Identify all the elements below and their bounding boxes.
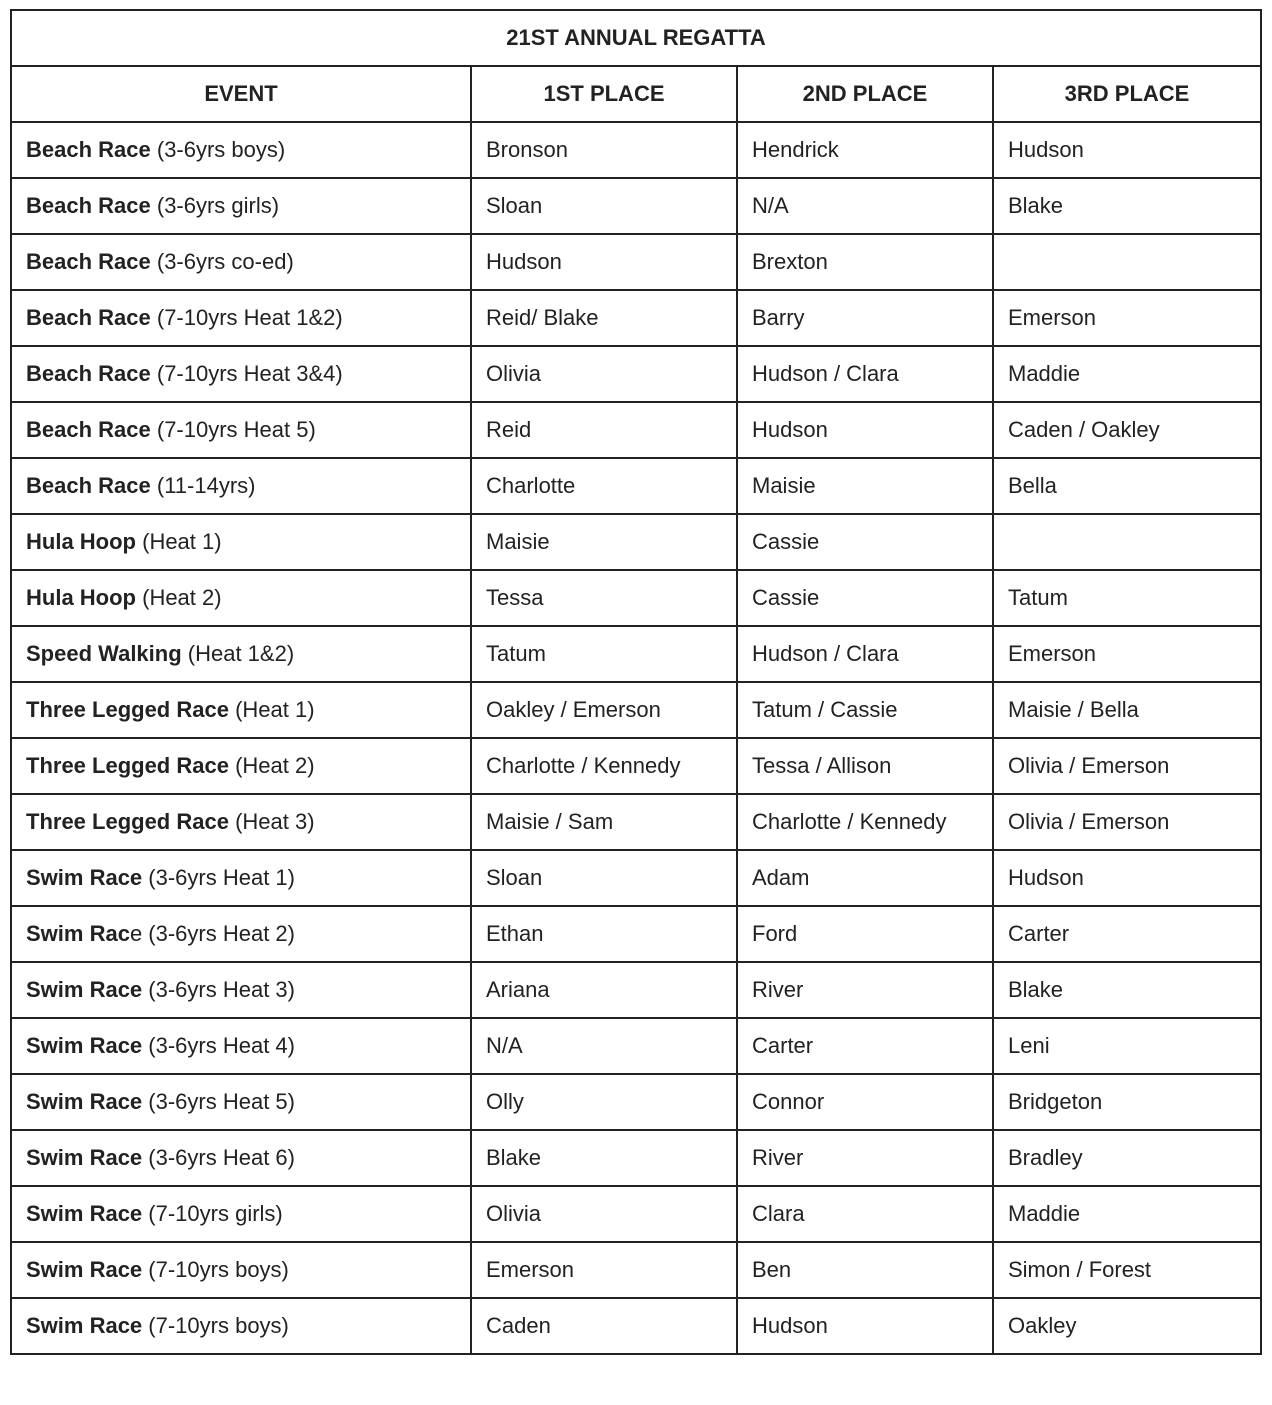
event-detail: (7-10yrs Heat 5) [150, 417, 316, 442]
second-place-cell: N/A [737, 178, 993, 234]
first-place-cell: Reid/ Blake [471, 290, 737, 346]
second-place-cell: Cassie [737, 570, 993, 626]
second-place-cell: Hudson [737, 1298, 993, 1354]
second-place-cell: Cassie [737, 514, 993, 570]
results-sheet [10, 9, 1262, 1355]
event-detail: (7-10yrs Heat 3&4) [150, 361, 343, 386]
second-place-cell: Brexton [737, 234, 993, 290]
third-place-cell: Maddie [993, 346, 1261, 402]
third-place-cell: Emerson [993, 290, 1261, 346]
second-place-cell: Hudson / Clara [737, 346, 993, 402]
table-row [11, 178, 1261, 234]
first-place-cell: Sloan [471, 178, 737, 234]
third-place-cell: Hudson [993, 122, 1261, 178]
table-row [11, 682, 1261, 738]
table-row [11, 402, 1261, 458]
event-name: Beach Race [26, 361, 151, 386]
second-place-cell: Barry [737, 290, 993, 346]
event-detail: (7-10yrs girls) [142, 1201, 283, 1226]
event-cell [11, 1186, 471, 1242]
column-header-first-place: 1ST PLACE [471, 66, 737, 122]
event-cell [11, 346, 471, 402]
third-place-cell: Bella [993, 458, 1261, 514]
event-cell [11, 1242, 471, 1298]
third-place-cell: Maddie [993, 1186, 1261, 1242]
first-place-cell: Maisie [471, 514, 737, 570]
second-place-cell: Ford [737, 906, 993, 962]
third-place-cell: Olivia / Emerson [993, 794, 1261, 850]
event-name: Swim Rac [26, 921, 130, 946]
event-detail: (11-14yrs) [150, 473, 256, 498]
third-place-cell: Olivia / Emerson [993, 738, 1261, 794]
table-row [11, 1186, 1261, 1242]
second-place-cell: Clara [737, 1186, 993, 1242]
table-row [11, 1018, 1261, 1074]
event-name: Beach Race [26, 193, 151, 218]
event-detail: (7-10yrs boys) [142, 1313, 289, 1338]
event-cell [11, 850, 471, 906]
event-detail: (3-6yrs Heat 5) [142, 1089, 295, 1114]
third-place-cell: Leni [993, 1018, 1261, 1074]
table-row [11, 850, 1261, 906]
event-cell [11, 402, 471, 458]
first-place-cell: Bronson [471, 122, 737, 178]
third-place-cell: Blake [993, 178, 1261, 234]
table-row [11, 458, 1261, 514]
second-place-cell: Adam [737, 850, 993, 906]
first-place-cell: Olivia [471, 346, 737, 402]
table-row [11, 514, 1261, 570]
event-cell [11, 962, 471, 1018]
first-place-cell: Ariana [471, 962, 737, 1018]
event-name: Beach Race [26, 473, 151, 498]
first-place-cell: Olivia [471, 1186, 737, 1242]
event-name: Speed Walking [26, 641, 182, 666]
event-detail: (Heat 1) [228, 697, 315, 722]
event-cell [11, 570, 471, 626]
third-place-cell: Caden / Oakley [993, 402, 1261, 458]
second-place-cell: Charlotte / Kennedy [737, 794, 993, 850]
first-place-cell: Caden [471, 1298, 737, 1354]
event-detail: e (3-6yrs Heat 2) [129, 921, 295, 946]
first-place-cell: Emerson [471, 1242, 737, 1298]
second-place-cell: Tatum / Cassie [737, 682, 993, 738]
regatta-results-table [10, 9, 1262, 1355]
first-place-cell: N/A [471, 1018, 737, 1074]
second-place-cell: Tessa / Allison [737, 738, 993, 794]
results-body [11, 122, 1261, 1354]
second-place-cell: Hendrick [737, 122, 993, 178]
event-detail: (3-6yrs Heat 3) [142, 977, 295, 1002]
first-place-cell: Sloan [471, 850, 737, 906]
event-name: Three Legged Race [26, 753, 229, 778]
third-place-cell: Blake [993, 962, 1261, 1018]
table-row [11, 906, 1261, 962]
event-detail: (Heat 2) [228, 753, 315, 778]
event-detail: (Heat 3) [228, 809, 315, 834]
event-detail: (7-10yrs boys) [142, 1257, 289, 1282]
first-place-cell: Blake [471, 1130, 737, 1186]
table-row [11, 570, 1261, 626]
table-row [11, 346, 1261, 402]
second-place-cell: Hudson [737, 402, 993, 458]
first-place-cell: Maisie / Sam [471, 794, 737, 850]
first-place-cell: Oakley / Emerson [471, 682, 737, 738]
third-place-cell: Emerson [993, 626, 1261, 682]
event-detail: (3-6yrs Heat 4) [142, 1033, 295, 1058]
column-header-second-place: 2ND PLACE [737, 66, 993, 122]
event-cell [11, 626, 471, 682]
table-row [11, 1298, 1261, 1354]
event-cell [11, 514, 471, 570]
table-row [11, 1074, 1261, 1130]
event-detail: (Heat 1) [136, 529, 222, 554]
event-name: Swim Race [26, 865, 143, 890]
second-place-cell: Connor [737, 1074, 993, 1130]
third-place-cell: Hudson [993, 850, 1261, 906]
third-place-cell: Maisie / Bella [993, 682, 1261, 738]
event-cell [11, 738, 471, 794]
third-place-cell: Simon / Forest [993, 1242, 1261, 1298]
header-row [11, 66, 1261, 122]
column-header-third-place: 3RD PLACE [993, 66, 1261, 122]
table-row [11, 794, 1261, 850]
event-name: Swim Race [26, 1033, 143, 1058]
third-place-cell [993, 514, 1261, 570]
table-title: 21ST ANNUAL REGATTA [11, 10, 1261, 66]
event-name: Beach Race [26, 417, 151, 442]
third-place-cell: Carter [993, 906, 1261, 962]
third-place-cell: Bridgeton [993, 1074, 1261, 1130]
event-name: Beach Race [26, 305, 151, 330]
event-detail: (3-6yrs Heat 1) [142, 865, 295, 890]
event-cell [11, 1298, 471, 1354]
first-place-cell: Hudson [471, 234, 737, 290]
first-place-cell: Olly [471, 1074, 737, 1130]
second-place-cell: Carter [737, 1018, 993, 1074]
event-detail: (3-6yrs girls) [150, 193, 280, 218]
first-place-cell: Ethan [471, 906, 737, 962]
event-detail: (Heat 1&2) [181, 641, 295, 666]
second-place-cell: Ben [737, 1242, 993, 1298]
event-detail: (Heat 2) [136, 585, 222, 610]
event-name: Swim Race [26, 977, 143, 1002]
first-place-cell: Charlotte / Kennedy [471, 738, 737, 794]
second-place-cell: River [737, 962, 993, 1018]
event-cell [11, 290, 471, 346]
third-place-cell [993, 234, 1261, 290]
event-cell [11, 682, 471, 738]
event-cell [11, 234, 471, 290]
third-place-cell: Bradley [993, 1130, 1261, 1186]
event-cell [11, 122, 471, 178]
event-name: Swim Race [26, 1201, 143, 1226]
first-place-cell: Tatum [471, 626, 737, 682]
event-name: Swim Race [26, 1145, 143, 1170]
title-row [11, 10, 1261, 66]
event-detail: (3-6yrs boys) [150, 137, 286, 162]
event-cell [11, 1018, 471, 1074]
event-cell [11, 178, 471, 234]
event-cell [11, 1130, 471, 1186]
event-name: Hula Hoop [26, 585, 136, 610]
event-detail: (3-6yrs Heat 6) [142, 1145, 295, 1170]
table-row [11, 626, 1261, 682]
event-name: Swim Race [26, 1257, 143, 1282]
event-name: Three Legged Race [26, 809, 229, 834]
first-place-cell: Tessa [471, 570, 737, 626]
table-row [11, 1242, 1261, 1298]
column-header-event: EVENT [11, 66, 471, 122]
table-row [11, 1130, 1261, 1186]
event-name: Beach Race [26, 137, 151, 162]
event-name: Hula Hoop [26, 529, 136, 554]
first-place-cell: Charlotte [471, 458, 737, 514]
event-cell [11, 458, 471, 514]
table-row [11, 290, 1261, 346]
event-name: Three Legged Race [26, 697, 229, 722]
event-cell [11, 794, 471, 850]
event-name: Beach Race [26, 249, 151, 274]
event-name: Swim Race [26, 1089, 143, 1114]
table-row [11, 234, 1261, 290]
event-name: Swim Race [26, 1313, 143, 1338]
event-detail: (7-10yrs Heat 1&2) [150, 305, 343, 330]
event-cell [11, 1074, 471, 1130]
second-place-cell: Maisie [737, 458, 993, 514]
table-row [11, 738, 1261, 794]
table-row [11, 962, 1261, 1018]
event-cell [11, 906, 471, 962]
first-place-cell: Reid [471, 402, 737, 458]
table-row [11, 122, 1261, 178]
third-place-cell: Tatum [993, 570, 1261, 626]
second-place-cell: River [737, 1130, 993, 1186]
third-place-cell: Oakley [993, 1298, 1261, 1354]
second-place-cell: Hudson / Clara [737, 626, 993, 682]
event-detail: (3-6yrs co-ed) [150, 249, 294, 274]
